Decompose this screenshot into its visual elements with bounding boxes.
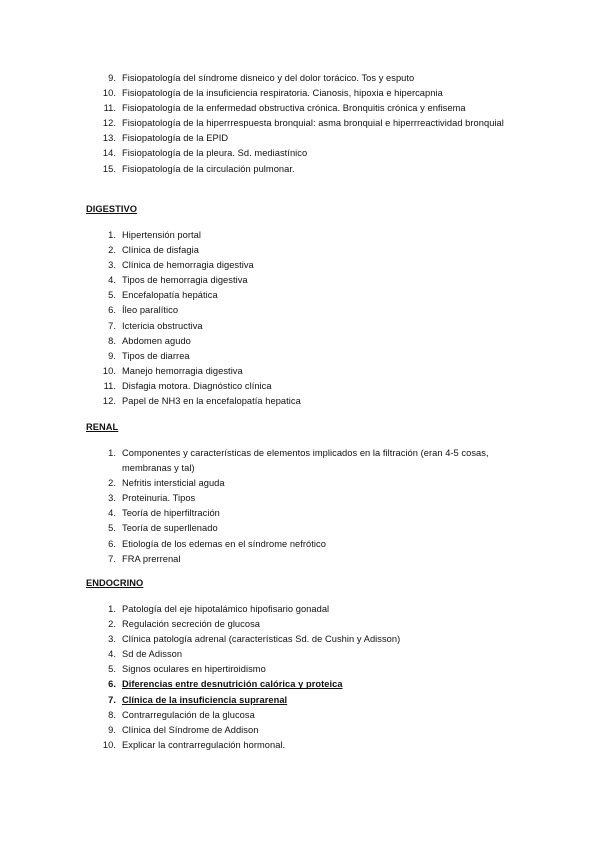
- list-item: 3. Clínica de hemorragia digestiva: [108, 260, 254, 271]
- list-item: 8. Abdomen agudo: [108, 335, 191, 346]
- list-item-emphasized: 7. Clínica de la insuficiencia suprarenal: [108, 694, 288, 705]
- renal-list: [0, 446, 600, 567]
- list-item: 7. FRA prerrenal: [108, 553, 181, 564]
- list-item: 4. Tipos de hemorragia digestiva: [108, 275, 248, 286]
- list-item: 3. Clínica patología adrenal (características Sd. de Cushin y Adisson): [108, 634, 401, 645]
- section-heading-digestivo: DIGESTIVO: [86, 204, 138, 214]
- list-item: 10. Fisiopatología de la insuficiencia respiratoria. Cianosis, hipoxia e hipercapnia: [102, 88, 443, 99]
- list-item: 4. Teoría de hiperfiltración: [108, 508, 220, 519]
- list-item: 1. Patología del eje hipotalámico hipofisario gonadal: [108, 604, 330, 614]
- list-item: 11. Disfagia motora. Diagnóstico clínica: [103, 380, 272, 391]
- renal-section: [0, 446, 600, 567]
- digestivo-section: [0, 228, 600, 409]
- list-item: 15. Fisiopatología de la circulación pulmonar.: [102, 163, 295, 174]
- section-heading-renal: RENAL: [86, 422, 119, 432]
- list-item: 5. Teoría de superllenado: [108, 523, 218, 534]
- list-item: 7. Ictericia obstructiva: [108, 320, 203, 331]
- list-item: 14. Fisiopatología de la pleura. Sd. mediastínico: [102, 148, 308, 159]
- respiratorio-list: [0, 71, 600, 177]
- list-item: 9. Fisiopatología del síndrome disneico y del dolor torácico. Tos y esputo: [108, 73, 415, 83]
- list-item: 6. Etiología de los edemas en el síndrome nefrótico: [108, 538, 326, 549]
- list-item: 2. Regulación secreción de glucosa: [108, 619, 260, 630]
- endocrino-section: [0, 602, 600, 753]
- digestivo-list: [0, 228, 600, 409]
- list-item: 2. Nefritis intersticial aguda: [108, 478, 225, 489]
- list-item: 12. Papel de NH3 en la encefalopatía hepatica: [102, 396, 301, 407]
- list-item: 6. Íleo paralítico: [108, 305, 179, 316]
- list-item: 1. Hipertensión portal: [108, 230, 201, 240]
- list-item: 4. Sd de Adisson: [108, 649, 183, 660]
- list-item: 5. Encefalopatía hepática: [108, 290, 218, 301]
- list-item: 10. Explicar la contrarregulación hormonal.: [102, 739, 286, 750]
- section-heading-endocrino: ENDOCRINO: [86, 578, 144, 588]
- list-item: 12. Fisiopatología de la hiperrrespuesta bronquial: asma bronquial e hiperrreactividad bronquial: [102, 118, 504, 129]
- list-item: 9. Tipos de diarrea: [108, 350, 190, 361]
- list-item: 2. Clínica de disfagia: [108, 245, 199, 256]
- list-item: 1. Componentes y características de elementos implicados en la filtración (eran 4-5 cosas, membranas y tal): [108, 448, 489, 474]
- list-item: 8. Contrarregulación de la glucosa: [108, 709, 255, 720]
- endocrino-list: [0, 602, 600, 753]
- list-item: 13. Fisiopatología de la EPID: [102, 133, 229, 144]
- list-item-emphasized: 6. Diferencias entre desnutrición calórica y proteica: [108, 679, 343, 690]
- list-item: 10. Manejo hemorragia digestiva: [102, 365, 243, 376]
- list-item: 3. Proteinuria. Tipos: [108, 493, 196, 504]
- respiratorio-section: [0, 71, 600, 177]
- list-item: 5. Signos oculares en hipertiroidismo: [108, 664, 266, 675]
- list-item: 11. Fisiopatología de la enfermedad obstructiva crónica. Bronquitis crónica y enfisema: [103, 103, 466, 114]
- list-item: 9. Clínica del Síndrome de Addison: [108, 724, 259, 735]
